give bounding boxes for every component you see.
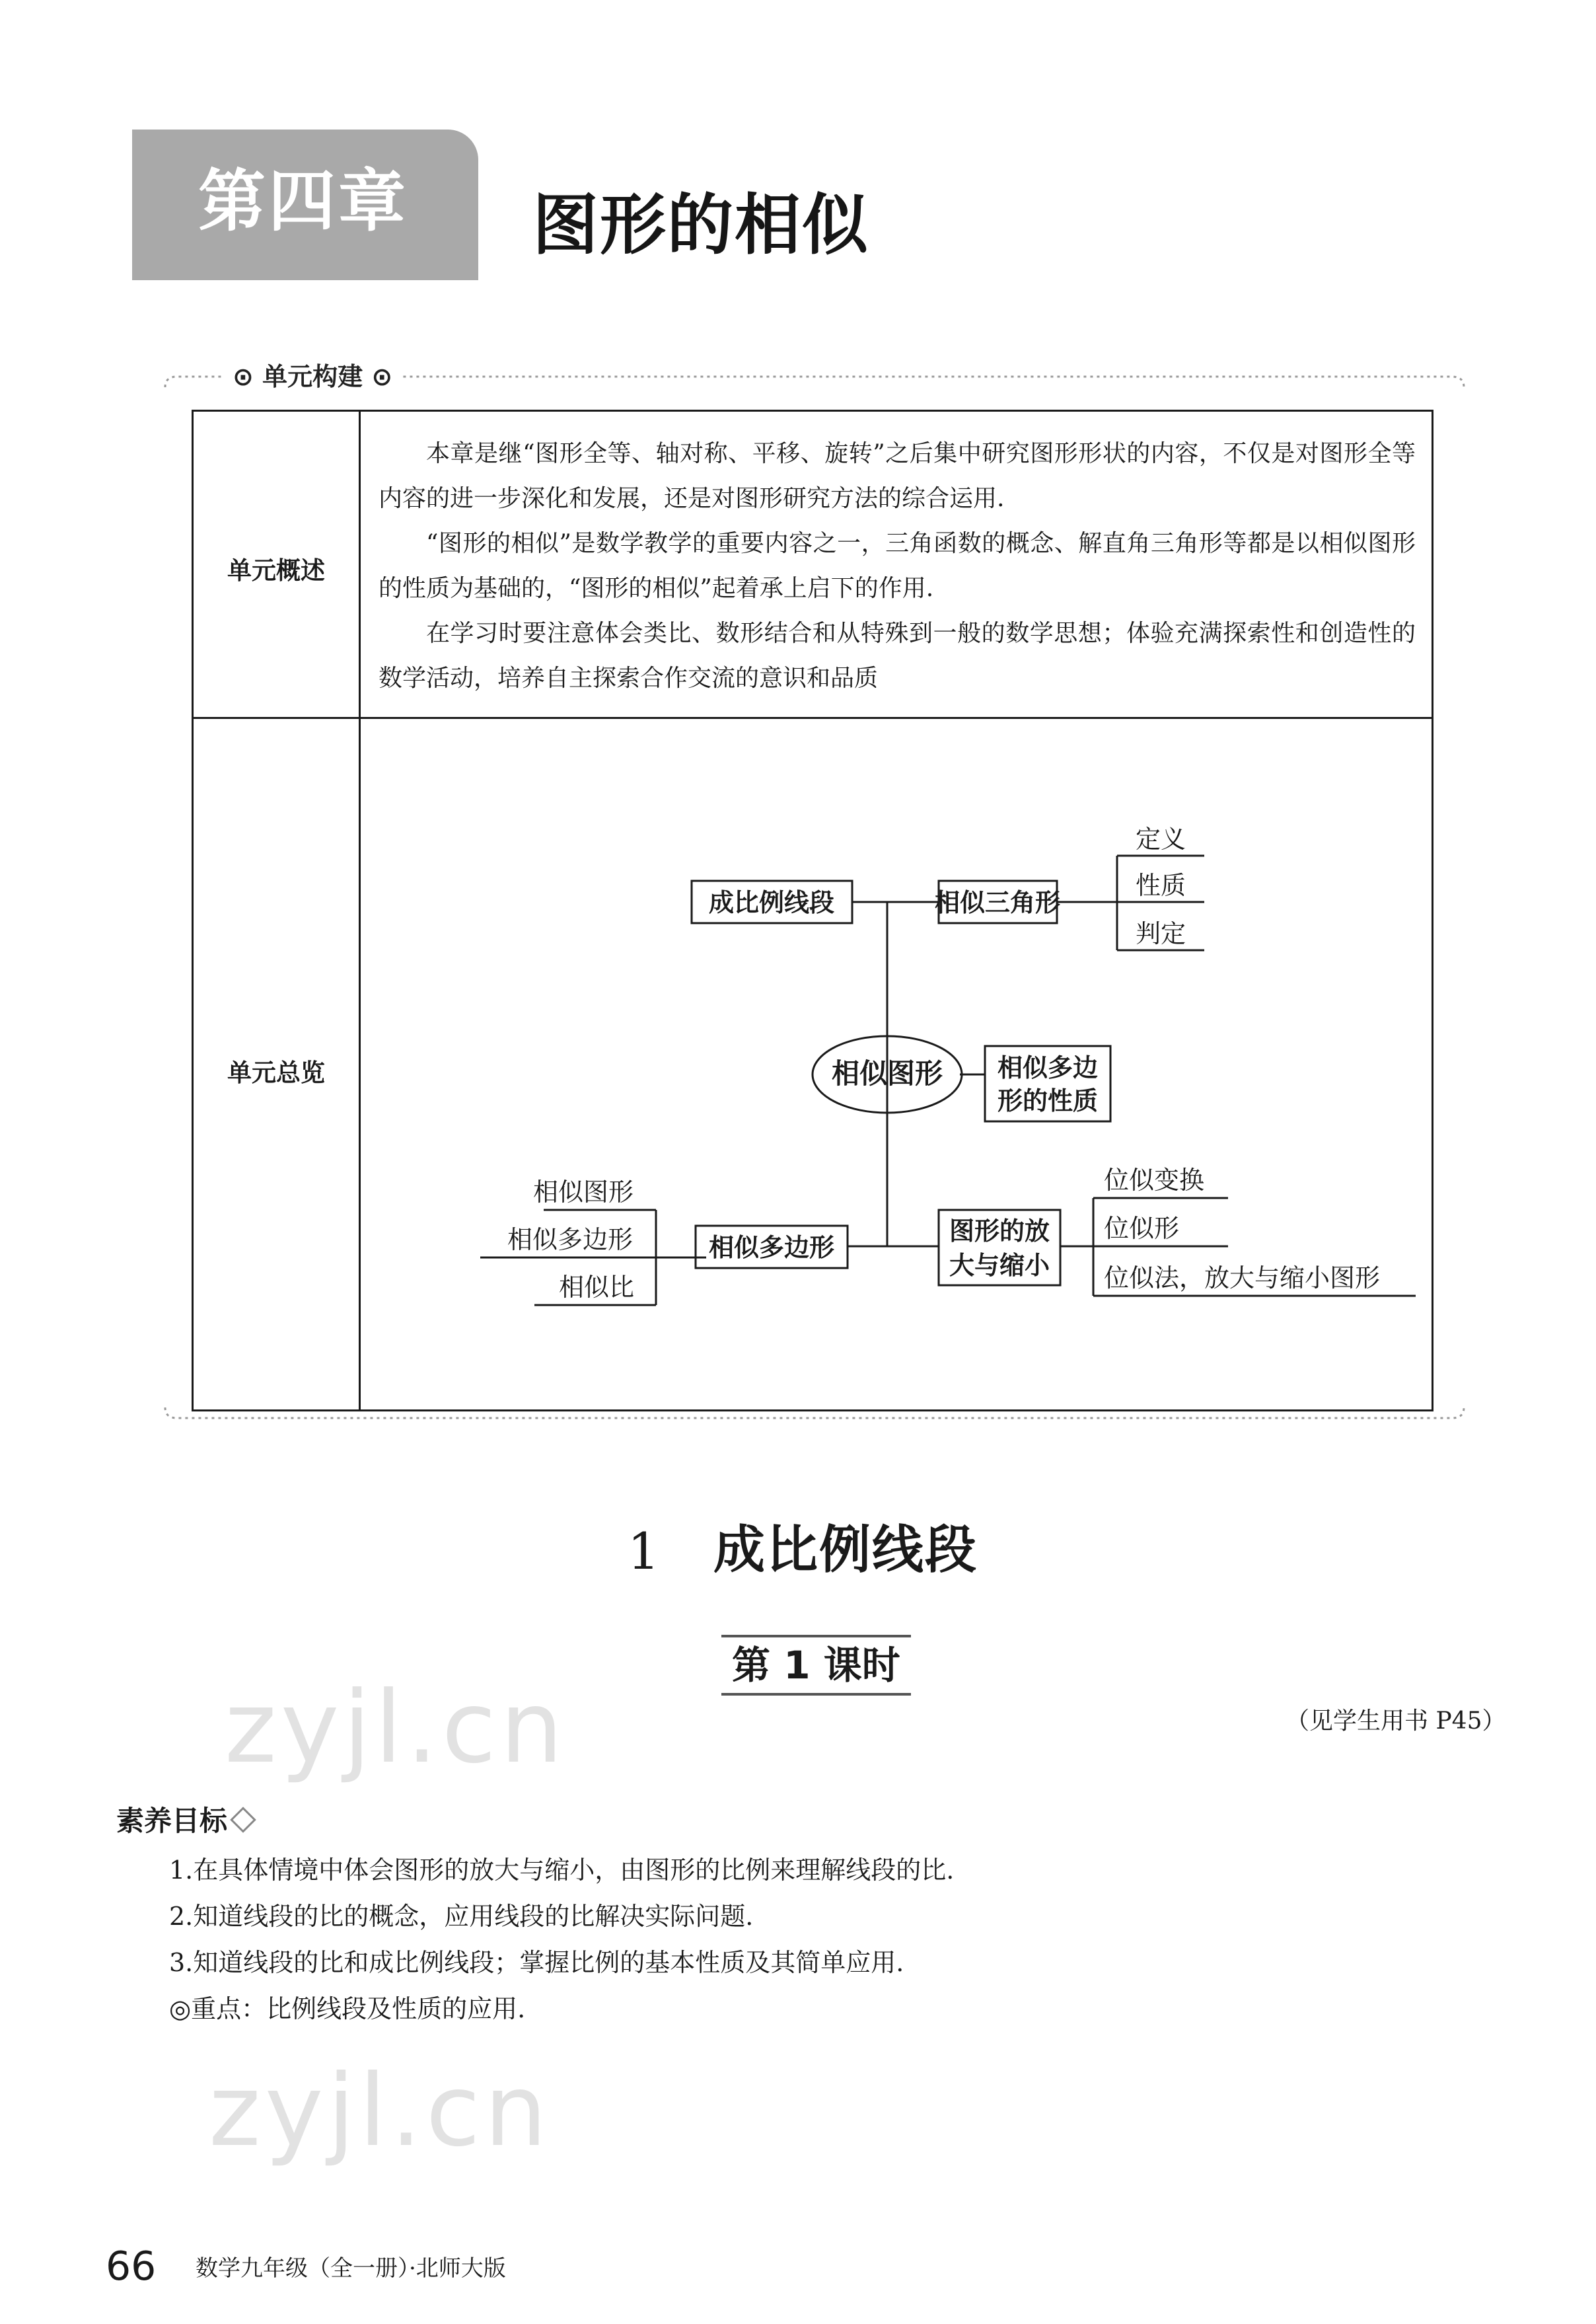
mindmap-leaf-definition: 定义: [1135, 825, 1186, 854]
key-point: ◎重点：比例线段及性质的应用.: [169, 1994, 526, 2023]
goal-item: 1.在具体情境中体会图形的放大与缩小，由图形的比例来理解线段的比.: [169, 1855, 955, 1885]
chapter-title: 图形的相似: [532, 186, 869, 264]
mindmap-node-similar-triangles: 相似三角形: [934, 888, 1061, 917]
section-title-text: 单元构建: [262, 362, 363, 391]
mindmap-node-polygon-properties-line1: 相似多边: [997, 1053, 1099, 1082]
mindmap-leaf-homothety: 位似变换: [1104, 1166, 1205, 1195]
mindmap-leaf-similarity-ratio: 相似比: [558, 1273, 635, 1302]
mind-map: [194, 412, 1432, 1409]
mindmap-node-similar-polygons: 相似多边形: [708, 1233, 835, 1262]
watermark: zyjl.cn: [209, 2054, 552, 2169]
diamond-icon: [230, 1807, 256, 1833]
watermark: zyjl.cn: [225, 1670, 567, 1785]
chapter-label: 第四章: [198, 163, 408, 241]
goals-heading: [116, 1801, 252, 1841]
overview-paragraph: “图形的相似”是数学教学的重要内容之一，三角函数的概念、解直角三角形等都是以相似图形的性质为基础的，“图形的相似”起着承上启下的作用.: [379, 530, 1416, 602]
mindmap-node-scaling-line2: 大与缩小: [949, 1251, 1050, 1280]
unit-table: [192, 410, 1433, 1411]
lesson-number: 1: [628, 1522, 660, 1581]
mindmap-leaf-homothetic-figure: 位似形: [1104, 1214, 1180, 1243]
goals-heading-text: 素养目标: [116, 1805, 228, 1837]
mindmap-node-scaling-line1: 图形的放: [949, 1217, 1050, 1246]
section-title: ⊙ 单元构建 ⊙: [223, 356, 402, 398]
lesson-title: 成比例线段: [713, 1520, 978, 1580]
goal-item: 2.知道线段的比的概念，应用线段的比解决实际问题.: [169, 1902, 754, 1931]
page-number: 66: [106, 2243, 157, 2290]
book-info: 数学九年级（全一册）·北师大版: [196, 2255, 506, 2282]
overview-label: 单元概述: [227, 556, 325, 585]
mindmap-leaf-property: 性质: [1135, 871, 1186, 900]
mindmap-center: 相似图形: [831, 1057, 943, 1090]
mindmap-leaf-criteria: 判定: [1135, 919, 1186, 948]
goal-item: 3.知道线段的比和成比例线段；掌握比例的基本性质及其简单应用.: [169, 1948, 904, 1977]
overview-paragraph: 本章是继“图形全等、轴对称、平移、旋转”之后集中研究图形形状的内容，不仅是对图形全等内容的进一步深化和发展，还是对图形研究方法的综合运用.: [379, 440, 1416, 512]
mindmap-leaf-similar-figures: 相似图形: [532, 1178, 634, 1207]
period-title: 第 1 课时: [721, 1635, 911, 1696]
mindmap-leaf-homothety-method: 位似法，放大与缩小图形: [1104, 1263, 1381, 1293]
map-label: 单元总览: [227, 1059, 325, 1087]
mindmap-node-polygon-properties-line2: 形的性质: [997, 1086, 1099, 1115]
student-book-reference: （见学生用书 P45）: [1286, 1707, 1506, 1735]
overview-paragraph: 在学习时要注意体会类比、数形结合和从特殊到一般的数学思想；体验充满探索性和创造性的数学活动，培养自主探索合作交流的意识和品质: [379, 620, 1416, 692]
mindmap-node-proportional-segments: 成比例线段: [708, 888, 835, 917]
mindmap-leaf-similar-polygons: 相似多边形: [507, 1225, 634, 1254]
